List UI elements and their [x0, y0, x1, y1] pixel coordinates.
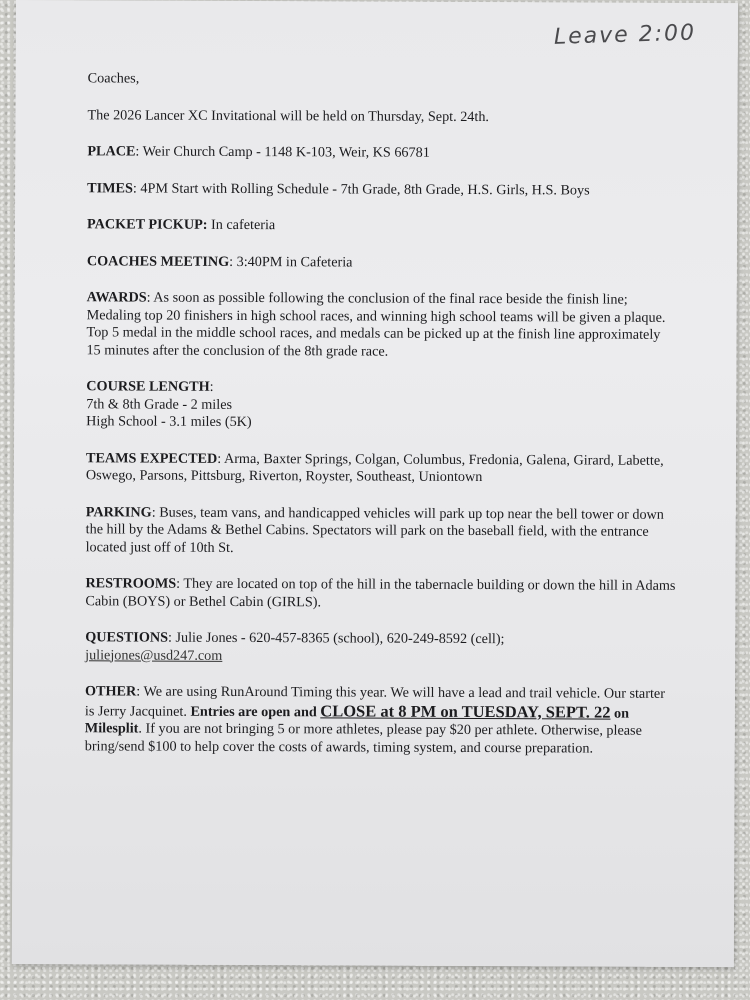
other-text-start: : We are using RunAround Timing this year. We will have a lead and trail vehicle. Our starter is Jerry Jacquinet.: [84, 683, 665, 720]
place-line: [87, 143, 677, 163]
questions-paragraph: [85, 629, 675, 667]
course-length-block: [86, 378, 676, 433]
teams-expected-label: TEAMS EXPECTED: [85, 449, 218, 467]
other-text-end: . If you are not bringing 5 or more athletes, please pay $20 per athlete. Otherwise, please bring/send $100 to help cover the costs of awards, timing system, and course preparation.: [84, 720, 642, 757]
awards-paragraph: [86, 289, 676, 362]
questions-text: : Julie Jones - 620-457-8365 (school), 620-249-8592 (cell);: [167, 629, 505, 648]
entries-open-text: Entries are open and: [190, 703, 321, 720]
intro-line: The 2026 Lancer XC Invitational will be held on Thursday, Sept. 24th.: [87, 106, 490, 125]
restrooms-label: RESTROOMS: [85, 575, 177, 592]
times-line: [87, 180, 677, 200]
parking-label: PARKING: [85, 503, 152, 521]
course-length-high-school: High School - 3.1 miles (5K): [86, 413, 252, 431]
restrooms-paragraph: [85, 575, 675, 613]
parking-paragraph: [86, 504, 676, 559]
questions-label: QUESTIONS: [85, 629, 169, 646]
contact-email-link[interactable]: juliejones@usd247.com: [85, 646, 223, 664]
coaches-meeting-label: COACHES MEETING: [86, 252, 230, 270]
course-length-label: COURSE LENGTH: [86, 378, 210, 395]
place-label: PLACE: [87, 143, 136, 160]
packet-pickup-line: [87, 216, 677, 236]
salutation: Coaches,: [87, 70, 140, 87]
course-length-colon: :: [209, 378, 214, 395]
place-text: : Weir Church Camp - 1148 K-103, Weir, KS 66781: [135, 143, 430, 161]
times-label: TIMES: [87, 179, 133, 197]
course-length-middle-school: 7th & 8th Grade - 2 miles: [86, 395, 233, 413]
parking-text: : Buses, team vans, and handicapped vehicles will park up top near the bell tower or down the hill by the Adams & Bethel Cabins. Spectators will park on the baseball field, with the entrance located just off of 10th St.: [85, 504, 664, 556]
awards-text: : As soon as possible following the conclusion of the final race beside the finish line; Medaling top 20 finishers in high school races, and winning high school teams will be given a plaque. Top 5 medal in the middle school races, and medals can be picked up at the finish line approximately 15 minutes after the conclusion of the 8th grade race.: [86, 289, 666, 360]
letter-body: [85, 70, 678, 777]
coaches-meeting-text: : 3:40PM in Cafeteria: [229, 253, 353, 270]
other-paragraph: [85, 683, 675, 758]
times-text: : 4PM Start with Rolling Schedule - 7th Grade, 8th Grade, H.S. Girls, H.S. Boys: [132, 180, 590, 199]
packet-pickup-label: PACKET PICKUP:: [86, 216, 208, 233]
paper-sheet: [12, 0, 738, 967]
other-label: OTHER: [84, 683, 137, 700]
teams-expected-text: : Arma, Baxter Springs, Colgan, Columbus, Fredonia, Galena, Girard, Labette, Oswego, Parsons, Pittsburg, Riverton, Royster, Southeast, Uniontown: [85, 450, 664, 486]
entries-deadline: CLOSE at 8 PM on TUESDAY, SEPT. 22: [320, 700, 611, 722]
handwritten-note: Leave 2:00: [553, 20, 697, 50]
awards-label: AWARDS: [86, 289, 147, 306]
teams-expected-paragraph: [86, 450, 676, 488]
milesplit-text: on Milesplit: [84, 705, 630, 737]
packet-pickup-text: In cafeteria: [207, 216, 276, 234]
restrooms-text: : They are located on top of the hill in the tabernacle building or down the hill in Adams Cabin (BOYS) or Bethel Cabin (GIRLS).: [85, 575, 676, 610]
coaches-meeting-line: [87, 253, 677, 273]
